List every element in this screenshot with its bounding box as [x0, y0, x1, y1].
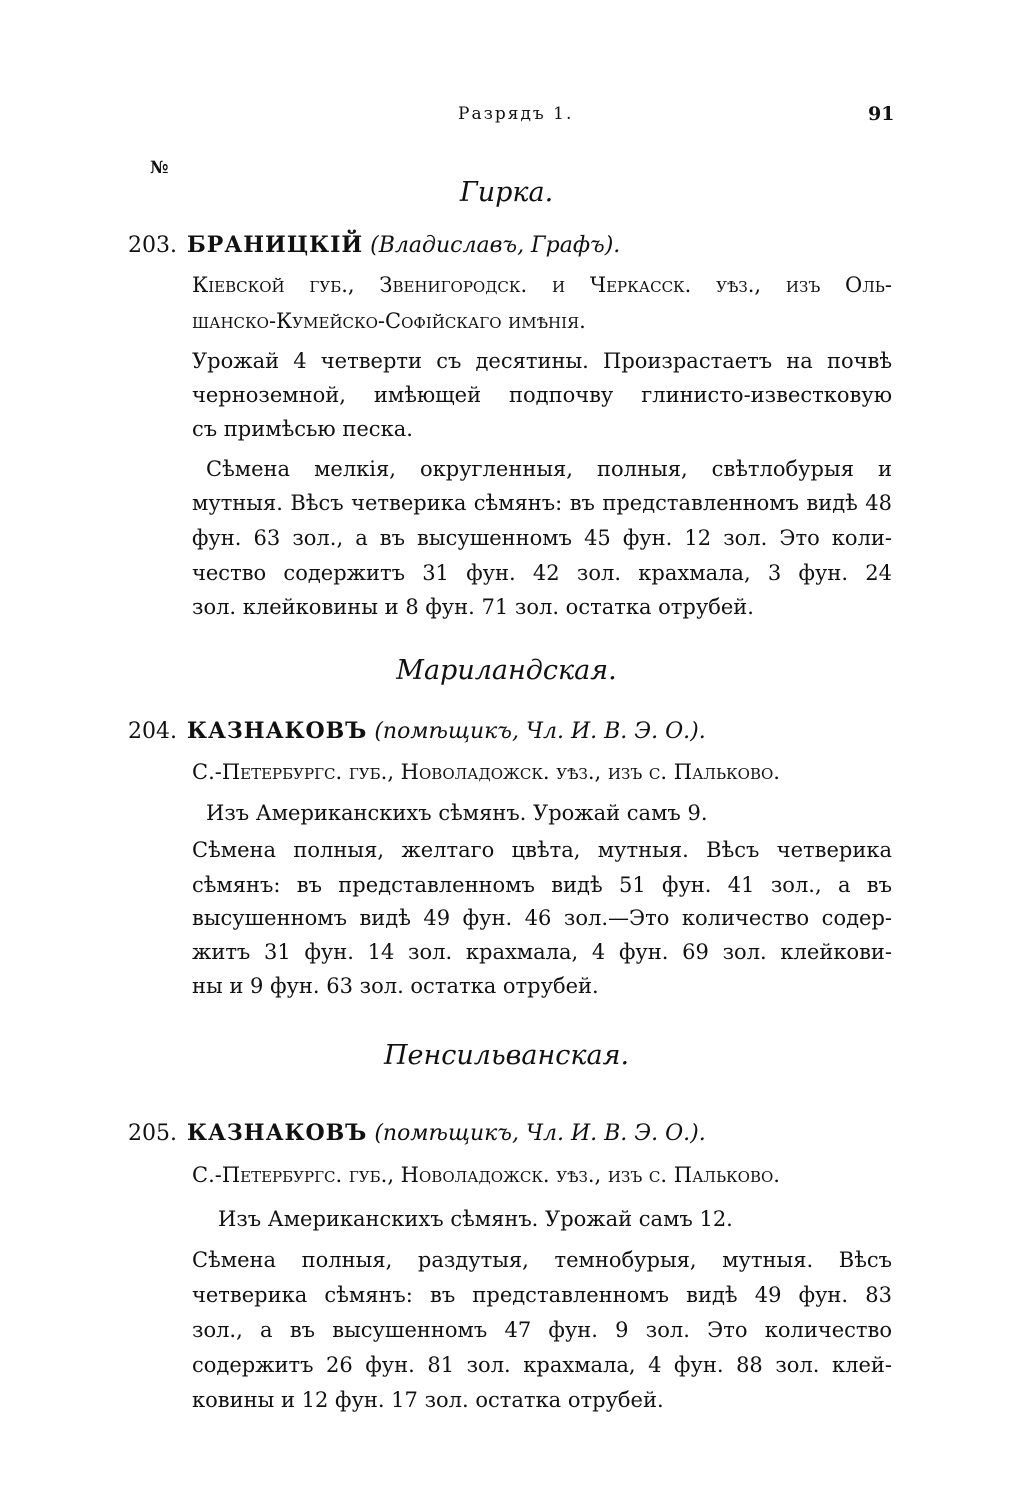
entry-title: (помѣщикъ, Чл. И. В. Э. О.).	[374, 1121, 706, 1146]
entry-title: (помѣщикъ, Чл. И. В. Э. О.).	[374, 719, 706, 744]
entry-name: КАЗНАКОВЪ	[186, 1120, 368, 1146]
section-heading: Пенсильванская.	[383, 1040, 630, 1071]
seed-line: житъ 31 фун. 14 зол. крахмала, 4 фун. 69 зол. клейкови-	[192, 940, 892, 964]
yield-line: черноземной, имѣющей подпочву глинисто-известковую	[192, 383, 892, 407]
seed-line: ковины и 12 фун. 17 зол. остатка отрубей.	[192, 1388, 664, 1412]
entry-number: 205.	[128, 1121, 177, 1146]
seed-line: сѣмянъ: въ представленномъ видѣ 51 фун. 41 зол., а въ	[192, 873, 892, 897]
yield-line: съ примѣсью песка.	[192, 417, 413, 441]
seed-line: ны и 9 фун. 63 зол. остатка отрубей.	[192, 974, 599, 998]
seed-line: четверика сѣмянъ: въ представленномъ видѣ 49 фун. 83	[192, 1283, 892, 1307]
yield-line: Изъ Американскихъ сѣмянъ. Урожай самъ 12.	[218, 1207, 733, 1231]
location-line: С.-Петербургс. губ., Новоладожск. уѣз., изъ с. Пальково.	[192, 760, 780, 784]
entry-header	[128, 1120, 706, 1146]
page-number: 91	[868, 103, 895, 125]
section-heading: Мариландская.	[396, 655, 617, 686]
seed-line: фун. 63 зол., а въ высушенномъ 45 фун. 12 зол. Это коли-	[192, 526, 892, 550]
location-line: С.-Петербургс. губ., Новоладожск. уѣз., изъ с. Пальково.	[192, 1163, 780, 1187]
seed-line: мутныя. Вѣсъ четверика сѣмянъ: въ представленномъ видѣ 48	[192, 491, 892, 515]
numero-sign: №	[150, 158, 169, 178]
entry-name: БРАНИЦКІЙ	[186, 232, 364, 258]
location-line: шанско-Кумейско-Софійскаго имѣнія.	[192, 309, 586, 333]
running-head: Разрядъ 1.	[458, 104, 574, 124]
entry-name: КАЗНАКОВЪ	[186, 718, 368, 744]
seed-line: зол., а въ высушенномъ 47 фун. 9 зол. Это количество	[192, 1318, 892, 1342]
yield-line: Изъ Американскихъ сѣмянъ. Урожай самъ 9.	[206, 801, 708, 825]
seed-line: высушенномъ видѣ 49 фун. 46 зол.—Это количество содер-	[192, 906, 892, 930]
entry-title: (Владиславъ, Графъ).	[370, 233, 621, 258]
entry-header	[128, 718, 706, 744]
seed-line: Сѣмена мелкія, округленныя, полныя, свѣтлобурыя и	[206, 457, 892, 481]
section-heading: Гирка.	[459, 177, 554, 208]
seed-line: чество содержитъ 31 фун. 42 зол. крахмала, 3 фун. 24	[192, 561, 892, 585]
seed-line: Сѣмена полныя, желтаго цвѣта, мутныя. Вѣсъ четверика	[192, 838, 892, 862]
seed-line: зол. клейковины и 8 фун. 71 зол. остатка отрубей.	[192, 595, 754, 619]
yield-line: Урожай 4 четверти съ десятины. Произрастаетъ на почвѣ	[192, 349, 892, 373]
seed-line: содержитъ 26 фун. 81 зол. крахмала, 4 фун. 88 зол. клей-	[192, 1353, 892, 1377]
location-line: Кіевской губ., Звенигородск. и Черкасск. уѣз., изъ Оль-	[192, 273, 892, 297]
entry-header	[128, 232, 620, 258]
entry-number: 203.	[128, 233, 177, 258]
entry-number: 204.	[128, 719, 177, 744]
seed-line: Сѣмена полныя, раздутыя, темнобурыя, мутныя. Вѣсъ	[192, 1248, 892, 1272]
